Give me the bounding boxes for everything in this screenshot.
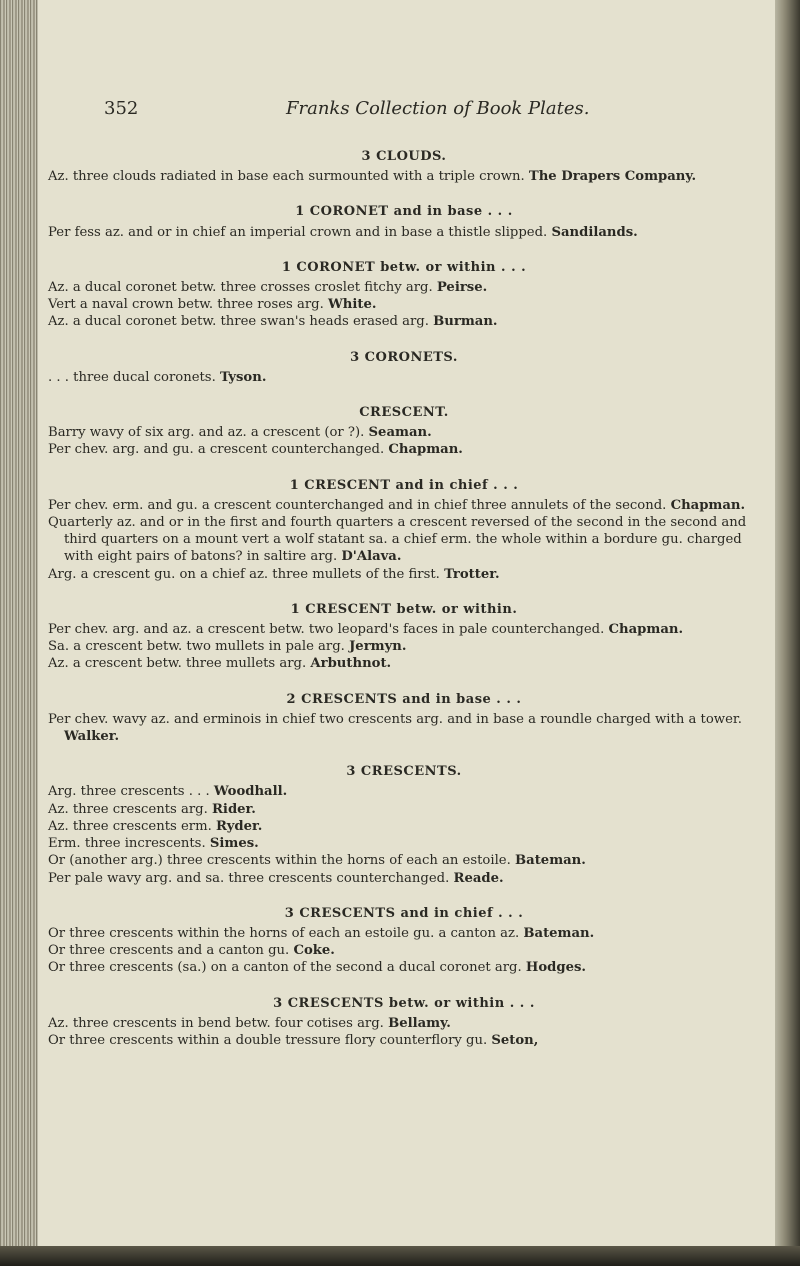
section-heading: 2 CRESCENTS and in base . . .	[286, 691, 522, 707]
blazon-text: Or (another arg.) three crescents within the horns of each an estoile.	[48, 853, 511, 869]
book-page	[38, 0, 775, 1246]
blazon-text: Or three crescents and a canton gu.	[48, 943, 290, 959]
blazon-text: Per chev. arg. and gu. a crescent counterchanged.	[48, 442, 385, 458]
section-heading: CRESCENT.	[359, 405, 449, 421]
blazon-text: Arg. three crescents . . .	[48, 784, 210, 800]
page-header	[38, 98, 775, 122]
heraldry-entry	[48, 1015, 760, 1032]
blazon-text: Vert a naval crown betw. three roses arg.	[48, 297, 324, 313]
blazon-text: Or three crescents within the horns of each an estoile gu. a canton az.	[48, 925, 520, 941]
heraldry-entry	[48, 818, 760, 835]
heraldry-entry	[48, 566, 760, 583]
owner-name: Tyson.	[219, 369, 267, 385]
heraldry-entry	[48, 224, 760, 241]
blazon-text: Barry wavy of six arg. and az. a crescent (or ?).	[48, 425, 365, 441]
heraldry-entry	[48, 621, 760, 638]
blazon-text: Per fess az. and or in chief an imperial crown and in base a thistle slipped.	[48, 224, 548, 240]
blazon-text: Arg. a crescent gu. on a chief az. three mullets of the first.	[48, 566, 440, 582]
section-heading: 3 CRESCENTS and in chief . . .	[284, 905, 524, 921]
blazon-text: Az. three clouds radiated in base each surmounted with a triple crown.	[48, 169, 525, 185]
owner-name: Coke.	[293, 943, 335, 959]
heraldry-entry	[48, 313, 760, 330]
owner-name: Seaman.	[368, 425, 432, 441]
owner-name: Trotter.	[444, 566, 500, 582]
owner-name: Walker.	[64, 729, 120, 745]
running-head: Franks Collection of Book Plates.	[286, 98, 590, 119]
heraldry-entry	[48, 1032, 760, 1049]
owner-name: Hodges.	[525, 960, 587, 976]
owner-name: Seton,	[491, 1032, 539, 1048]
blazon-text: Az. three crescents arg.	[48, 801, 208, 817]
owner-name: White.	[327, 297, 377, 313]
section-heading: 3 CRESCENTS betw. or within . . .	[273, 995, 535, 1011]
section-heading: 1 CRESCENT betw. or within.	[290, 601, 518, 617]
blazon-text: Az. a ducal coronet betw. three crosses croslet fitchy arg.	[48, 280, 433, 296]
blazon-text: Per chev. wavy az. and erminois in chief two crescents arg. and in base a roundle charged with a tower.	[48, 711, 742, 727]
blazon-text: Az. three crescents in bend betw. four cotises arg.	[48, 1015, 384, 1031]
owner-name: Woodhall.	[213, 784, 288, 800]
owner-name: Bateman.	[523, 925, 595, 941]
blazon-text: Erm. three increscents.	[48, 836, 206, 852]
heraldry-entry	[48, 870, 760, 887]
page-content	[48, 148, 760, 1049]
heraldry-entry	[48, 441, 760, 458]
owner-name: Burman.	[433, 314, 498, 330]
heraldry-entry	[48, 655, 760, 672]
heraldry-entry	[48, 801, 760, 818]
heraldry-entry	[48, 279, 760, 296]
blazon-text: Quarterly az. and or in the first and fourth quarters a crescent reversed of the second in the second and third quarters on a mount vert a wolf statant sa. a chief erm. the whole within a bordure gu. charged with eight pairs of batons? in saltire arg.	[48, 515, 747, 565]
owner-name: D'Alava.	[341, 549, 402, 565]
heraldry-entry	[48, 497, 760, 514]
heraldry-entry	[48, 168, 760, 185]
owner-name: Reade.	[453, 870, 504, 886]
blazon-text: Per chev. erm. and gu. a crescent counterchanged and in chief three annulets of the second.	[48, 497, 667, 513]
owner-name: Chapman.	[388, 442, 463, 458]
blazon-text: . . . three ducal coronets.	[48, 369, 216, 385]
blazon-text: Per pale wavy arg. and sa. three crescents counterchanged.	[48, 870, 450, 886]
heraldry-entry	[48, 925, 760, 942]
section-heading: 1 CRESCENT and in chief . . .	[289, 477, 519, 493]
owner-name: Peirse.	[436, 280, 488, 296]
section-heading: 1 CORONET betw. or within . . .	[281, 259, 527, 275]
blazon-text: Or three crescents (sa.) on a canton of the second a ducal coronet arg.	[48, 960, 522, 976]
owner-name: Ryder.	[215, 818, 263, 834]
heraldry-entry	[48, 783, 760, 800]
blazon-text: Az. a ducal coronet betw. three swan's heads erased arg.	[48, 314, 429, 330]
heraldry-entry	[48, 369, 760, 386]
blazon-text: Or three crescents within a double tressure flory counterflory gu.	[48, 1032, 488, 1048]
owner-name: Chapman.	[670, 497, 746, 513]
section-heading: 3 CRESCENTS.	[346, 764, 462, 780]
blazon-text: Per chev. arg. and az. a crescent betw. two leopard's faces in pale counterchanged.	[48, 622, 605, 638]
owner-name: Chapman.	[608, 622, 684, 638]
heraldry-entry	[48, 942, 760, 959]
owner-name: The Drapers Company.	[528, 169, 697, 185]
book-page-edges-left	[0, 0, 40, 1266]
heraldry-entry	[48, 835, 760, 852]
section-heading: 3 CORONETS.	[350, 349, 458, 365]
book-spine-shadow-right	[772, 0, 800, 1266]
heraldry-entry	[48, 424, 760, 441]
owner-name: Rider.	[211, 801, 256, 817]
blazon-text: Az. three crescents erm.	[48, 818, 212, 834]
heraldry-entry	[48, 852, 760, 869]
page-number: 352	[104, 98, 139, 119]
blazon-text: Sa. a crescent betw. two mullets in pale arg.	[48, 639, 345, 655]
owner-name: Arbuthnot.	[310, 656, 392, 672]
book-bottom-edge	[0, 1246, 800, 1266]
heraldry-entry	[48, 711, 760, 745]
section-heading: 1 CORONET and in base . . .	[295, 204, 513, 220]
heraldry-entry	[48, 959, 760, 976]
owner-name: Sandilands.	[551, 224, 638, 240]
heraldry-entry	[48, 638, 760, 655]
blazon-text: Az. a crescent betw. three mullets arg.	[48, 656, 307, 672]
section-heading: 3 CLOUDS.	[361, 149, 447, 164]
heraldry-entry	[48, 514, 760, 566]
owner-name: Jermyn.	[349, 639, 407, 655]
owner-name: Bellamy.	[388, 1015, 451, 1031]
heraldry-entry	[48, 296, 760, 313]
owner-name: Bateman.	[515, 853, 586, 869]
owner-name: Simes.	[209, 836, 259, 852]
